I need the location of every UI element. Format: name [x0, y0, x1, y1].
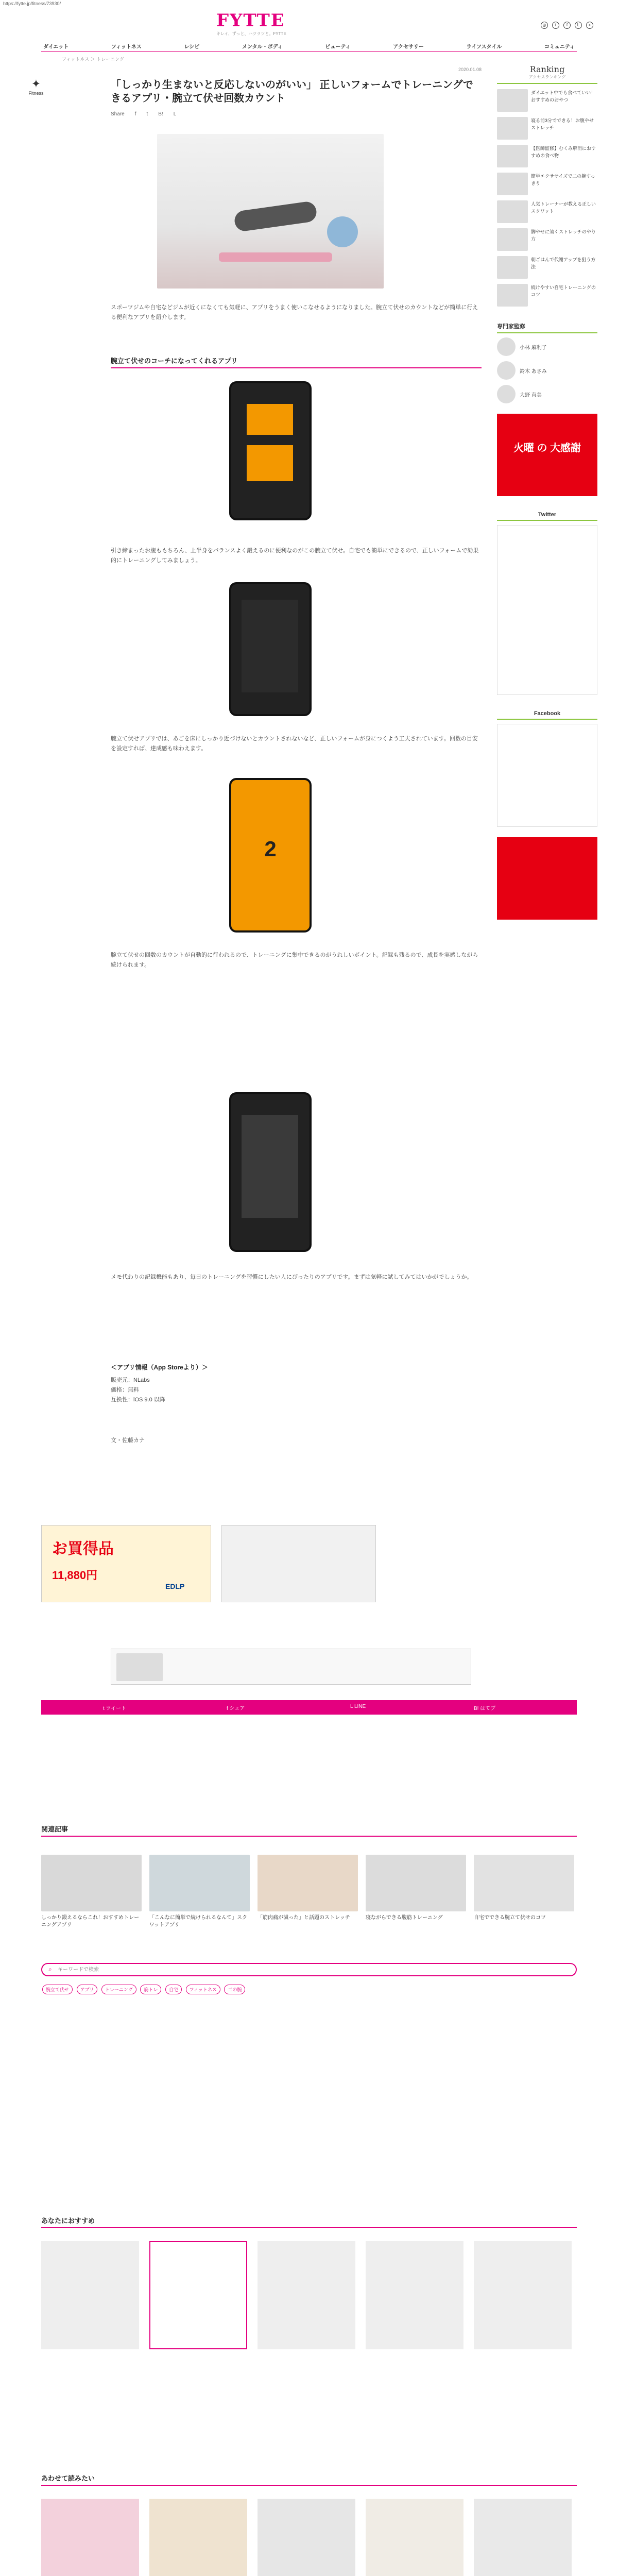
app-info-title: ＜アプリ情報（App Storeより）＞: [111, 1364, 208, 1371]
avatar: [497, 337, 516, 356]
related-list: [41, 1855, 577, 1929]
facebook-share-icon[interactable]: f: [134, 111, 136, 117]
avatar: [497, 385, 516, 403]
ad-sale-text: お買得品: [52, 1540, 114, 1557]
ranking-item-title: 簡単エクササイズで二の腕すっきり: [531, 174, 595, 186]
facebook-icon[interactable]: f: [563, 22, 571, 29]
recommend-card[interactable]: [474, 2241, 572, 2349]
app-screenshot-2: [229, 582, 312, 716]
expert-name: 小林 麻利子: [520, 345, 547, 351]
ranking-thumb: [497, 89, 528, 112]
related-card[interactable]: [41, 1855, 142, 1929]
expert-name: 鈴木 あさみ: [520, 368, 547, 375]
article-title: 「しっかり生まないと反応しないのがいい」 正しいフォームでトレーニングできるアプリ・腕立て伏せ回数カウント: [111, 79, 473, 104]
share-label: Share: [111, 111, 125, 117]
tag-pill[interactable]: トレーニング: [101, 1985, 136, 1994]
search-icon[interactable]: ⌕: [586, 22, 593, 29]
line-icon[interactable]: L: [575, 22, 582, 29]
bottom-card[interactable]: [474, 2499, 572, 2576]
expert-item[interactable]: [497, 385, 597, 403]
ranking-item[interactable]: [497, 200, 597, 223]
site-tagline: キレイ、ずっと、ハツラツと。FYTTE: [216, 31, 286, 36]
share-strip: [41, 1700, 577, 1715]
bottom-grid: [41, 2499, 577, 2576]
category-badge-label: Fitness: [28, 91, 44, 96]
twitter-share-icon[interactable]: t: [146, 111, 148, 117]
related-title: 関連記事: [41, 1824, 577, 1837]
ranking-item[interactable]: [497, 228, 597, 251]
twitter-widget-title: Twitter: [497, 512, 597, 521]
yoga-mat: [219, 252, 332, 262]
expert-name: 大野 直美: [520, 392, 542, 398]
sidebar: [497, 64, 597, 920]
ad-brand: EDLP: [165, 1582, 185, 1590]
experts-list: [497, 337, 597, 403]
ranking-thumb: [497, 173, 528, 195]
url-bar: https://fytte.jp/fitness/73930/: [0, 0, 618, 7]
article-hero-image: [157, 134, 384, 289]
section-title: 腕立て伏せのコーチになってくれるアプリ: [111, 355, 482, 368]
ranking-item-title: 人気トレーナーが教える正しいスクワット: [531, 201, 596, 214]
article-lead: スポーツジムや自宅などジムが近くになくても気軽に、アプリをうまく使いこなせるようになりました。腕立て伏せのカウントなどが簡単に行える便利なアプリを紹介します。: [111, 304, 478, 320]
article: [111, 67, 482, 117]
top-nav: [0, 7, 618, 38]
search-input[interactable]: [58, 1965, 562, 1974]
line-share-icon[interactable]: L: [173, 111, 177, 117]
ranking-list: [497, 89, 597, 307]
ranking-item-title: 続けやすい自宅トレーニングのコツ: [531, 285, 596, 297]
tag-list: [41, 1984, 577, 1995]
category-badge: [21, 77, 52, 96]
ranking-subtitle: アクセスランキング: [528, 75, 566, 79]
ranking-item-title: ダイエット中でも食べていい！おすすめのおやつ: [531, 90, 596, 103]
nav-mental[interactable]: メンタル・ボディ: [242, 44, 283, 50]
article-paragraph-1: 引き締まったお腹ももちろん、上半身をバランスよく鍛えるのに便利なのがこの腕立て伏せ。自宅でも簡単にできるので、正しいフォームで効果的にトレーニングしてみましょう。: [111, 548, 479, 564]
balance-ball: [327, 216, 358, 247]
related-card-title: 自宅でできる腕立て伏せのコツ: [474, 1915, 546, 1921]
ranking-item[interactable]: [497, 89, 597, 112]
ad-price: 11,880円: [52, 1569, 98, 1582]
ranking-item[interactable]: [497, 256, 597, 279]
twitter-share-button[interactable]: t ツイート: [103, 1706, 127, 1711]
nav-recipe[interactable]: レシピ: [184, 44, 200, 50]
related-card[interactable]: [149, 1855, 250, 1929]
related-card-title: 寝ながらできる腹筋トレーニング: [366, 1915, 443, 1921]
article-date: 2020.01.08: [458, 67, 482, 72]
nav-accessory[interactable]: アクセサリー: [393, 44, 424, 50]
related-card-title: 「筋肉痛が減った」と話題のストレッチ: [258, 1915, 350, 1921]
related-card-title: 「こんなに簡単で続けられるなんて」スクワットアプリ: [149, 1915, 247, 1928]
app-screen-records: [242, 1115, 298, 1218]
ranking-item[interactable]: [497, 117, 597, 140]
ranking-item-title: 寝る前3分でできる！お腹やせストレッチ: [531, 118, 594, 130]
ad-banner-left[interactable]: [41, 1525, 211, 1602]
twitter-timeline[interactable]: [497, 525, 597, 695]
article-paragraph-4: メモ代わりの記録機能もあり、毎日のトレーニングを習慣にしたい人にぴったりのアプリです。まずは気軽に試してみてはいかがでしょうか。: [111, 1274, 473, 1280]
related-card[interactable]: [474, 1855, 574, 1929]
ranking-thumb: [497, 145, 528, 167]
tag-pill[interactable]: 二の腕: [224, 1985, 245, 1994]
line-share-button[interactable]: L LINE: [350, 1704, 366, 1709]
instagram-icon[interactable]: ◎: [541, 22, 548, 29]
hatena-share-button[interactable]: B! はてブ: [474, 1706, 496, 1711]
ranking-thumb: [497, 200, 528, 223]
recommend-card-highlight[interactable]: [149, 2241, 247, 2349]
category-nav: [41, 41, 577, 52]
ranking-item-title: 朝ごはんで代謝アップを狙う方法: [531, 257, 596, 269]
app-screenshot-3: [229, 1092, 312, 1252]
search-icon: ⌕: [48, 1965, 52, 1973]
facebook-share-button[interactable]: f シェア: [227, 1706, 245, 1711]
nav-diet[interactable]: ダイエット: [43, 44, 69, 50]
article-paragraph-3: 腕立て伏せの回数のカウントが自動的に行われるので、トレーニングに集中できるのがうれしいポイント。記録も残るので、成長を実感しながら続けられます。: [111, 952, 478, 968]
expert-item[interactable]: [497, 361, 597, 380]
ranking-thumb: [497, 284, 528, 307]
newsletter-box[interactable]: [111, 1649, 471, 1685]
related-card[interactable]: [366, 1855, 466, 1929]
tag-pill[interactable]: アプリ: [77, 1985, 98, 1994]
bottom-card[interactable]: [149, 2499, 247, 2576]
related-thumb: [366, 1855, 466, 1911]
sidebar-ad-headline: 火曜 の 大感謝: [513, 443, 581, 454]
pushup-counter: 2: [264, 837, 277, 861]
app-screen-list: [242, 600, 298, 692]
related-thumb: [258, 1855, 358, 1911]
nav-community[interactable]: コミュニティ: [544, 44, 575, 50]
nav-lifestyle[interactable]: ライフスタイル: [466, 44, 502, 50]
app-screen-block: [247, 404, 293, 435]
bottom-card[interactable]: [366, 2499, 464, 2576]
search-box: [41, 1963, 577, 1976]
hero-figure: [233, 200, 318, 232]
avatar: [497, 361, 516, 380]
app-info: [111, 1363, 482, 1446]
ad-banner-right[interactable]: [221, 1525, 376, 1602]
recommend-title: あなたにおすすめ: [41, 2215, 577, 2228]
article-paragraph-2: 腕立て伏せアプリでは、あごを床にしっかり近づけないとカウントされないなど、正しいフォームが身につくよう工夫されています。回数の目安を設定すれば、達成感も味わえます。: [111, 736, 478, 752]
facebook-widget-title: Facebook: [497, 710, 597, 720]
tag-pill[interactable]: 自宅: [165, 1985, 182, 1994]
fitness-icon: ✦: [31, 77, 41, 90]
article-author: 文・佐藤カナ: [111, 1437, 145, 1444]
bottom-title: あわせて読みたい: [41, 2473, 577, 2486]
ranking-thumb: [497, 256, 528, 279]
nav-fitness[interactable]: フィットネス: [111, 44, 142, 50]
related-card-title: しっかり鍛えるならこれ！おすすめトレーニングアプリ: [41, 1915, 140, 1928]
bottom-card[interactable]: [41, 2499, 139, 2576]
related-card[interactable]: [258, 1855, 358, 1929]
sidebar-ad-1[interactable]: [497, 414, 597, 496]
facebook-widget[interactable]: [497, 724, 597, 827]
ranking-item[interactable]: [497, 173, 597, 195]
app-screen-chart: [247, 445, 293, 481]
tag-pill[interactable]: 筋トレ: [140, 1985, 161, 1994]
ranking-header: [497, 64, 597, 84]
experts-title: 専門家監修: [497, 322, 597, 333]
ranking-item[interactable]: [497, 284, 597, 307]
related-thumb: [41, 1855, 142, 1911]
bottom-card[interactable]: [258, 2499, 355, 2576]
hatena-share-icon[interactable]: B!: [158, 111, 163, 117]
ranking-thumb: [497, 117, 528, 140]
ranking-item-title: 脚やせに効くストレッチのやり方: [531, 229, 596, 242]
tag-pill[interactable]: フィットネス: [186, 1985, 220, 1994]
ranking-title: Ranking: [529, 64, 565, 74]
sidebar-ad-2[interactable]: [497, 837, 597, 920]
related-thumb: [149, 1855, 250, 1911]
site-logo[interactable]: FYTTE: [216, 10, 285, 31]
nav-beauty[interactable]: ビューティ: [325, 44, 351, 50]
breadcrumb[interactable]: フィットネス ＞ トレーニング: [62, 57, 125, 62]
recommend-list: [41, 2241, 577, 2349]
related-thumb: [474, 1855, 574, 1911]
recommend-card[interactable]: [366, 2241, 464, 2349]
expert-item[interactable]: [497, 337, 597, 356]
recommend-card[interactable]: [258, 2241, 355, 2349]
app-info-body: 販売元：NLabs 価格：無料 互換性：iOS 9.0 以降: [111, 1377, 165, 1403]
twitter-icon[interactable]: t: [552, 22, 559, 29]
ranking-item[interactable]: [497, 145, 597, 167]
ranking-item-title: 【医師監修】むくみ解消におすすめの食べ物: [531, 146, 596, 158]
tag-pill[interactable]: 腕立て伏せ: [42, 1985, 73, 1994]
ranking-thumb: [497, 228, 528, 251]
app-screenshot-counter: [229, 778, 312, 933]
newsletter-thumb: [116, 1653, 163, 1681]
app-screenshot-1: [229, 381, 312, 520]
recommend-card[interactable]: [41, 2241, 139, 2349]
share-bar: [111, 111, 482, 117]
